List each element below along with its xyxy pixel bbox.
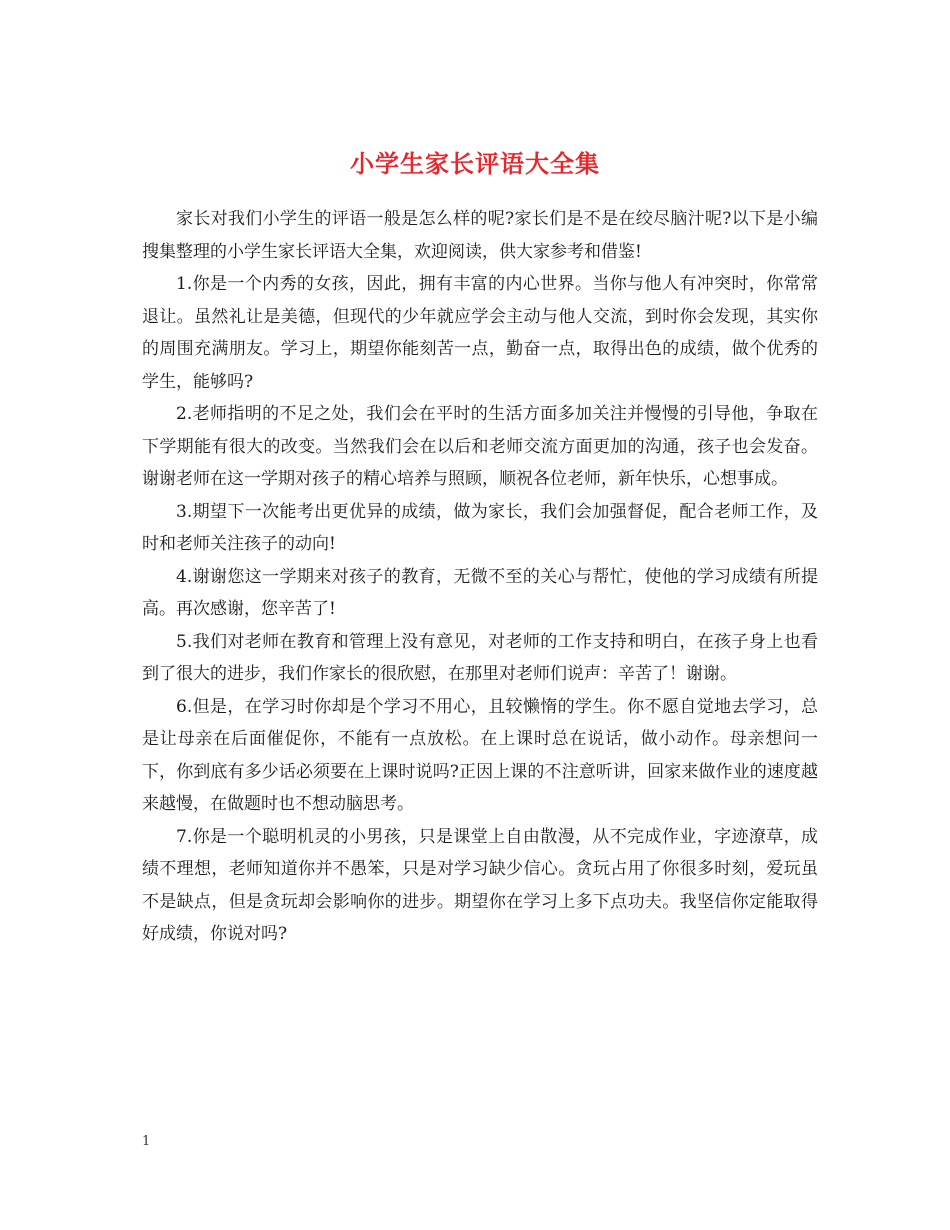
document-body bbox=[142, 203, 818, 951]
page-title: 小学生家长评语大全集 bbox=[350, 149, 600, 179]
page-number: 1 bbox=[142, 1134, 151, 1149]
intro-paragraph: 家长对我们小学生的评语一般是怎么样的呢?家长们是不是在绞尽脑汁呢?以下是小编搜集整理的小学生家长评语大全集，欢迎阅读，供大家参考和借鉴! bbox=[142, 209, 818, 262]
comment-paragraph-7: 7.你是一个聪明机灵的小男孩，只是课堂上自由散漫，从不完成作业，字迹潦草，成绩不理想，老师知道你并不愚笨，只是对学习缺少信心。贪玩占用了你很多时刻，爱玩虽不是缺点，但是贪玩却会影响你的进步。期望你在学习上多下点功夫。我坚信你定能取得好成绩，你说对吗? bbox=[142, 826, 818, 944]
comment-paragraph-1: 1.你是一个内秀的女孩，因此，拥有丰富的内心世界。当你与他人有冲突时，你常常退让。虽然礼让是美德，但现代的少年就应学会主动与他人交流，到时你会发现，其实你的周围充满朋友。学习上，期望你能刻苦一点，勤奋一点，取得出色的成绩，做个优秀的学生，能够吗? bbox=[142, 274, 818, 392]
comment-paragraph-4: 4.谢谢您这一学期来对孩子的教育，无微不至的关心与帮忙，使他的学习成绩有所提高。再次感谢，您辛苦了! bbox=[142, 566, 818, 619]
comment-paragraph-2: 2.老师指明的不足之处，我们会在平时的生活方面多加关注并慢慢的引导他，争取在下学期能有很大的改变。当然我们会在以后和老师交流方面更加的沟通，孩子也会发奋。谢谢老师在这一学期对孩子的精心培养与照顾，顺祝各位老师，新年快乐，心想事成。 bbox=[142, 404, 818, 489]
comment-paragraph-5: 5.我们对老师在教育和管理上没有意见，对老师的工作支持和明白，在孩子身上也看到了很大的进步，我们作家长的很欣慰，在那里对老师们说声：辛苦了！谢谢。 bbox=[142, 631, 818, 684]
comment-paragraph-6: 6.但是，在学习时你却是个学习不用心，且较懒惰的学生。你不愿自觉地去学习，总是让母亲在后面催促你，不能有一点放松。在上课时总在说话，做小动作。母亲想问一下，你到底有多少话必须要在上课时说吗?正因上课的不注意听讲，回家来做作业的速度越来越慢，在做题时也不想动脑思考。 bbox=[142, 696, 818, 814]
comment-paragraph-3: 3.期望下一次能考出更优异的成绩，做为家长，我们会加强督促，配合老师工作，及时和老师关注孩子的动向! bbox=[142, 501, 818, 554]
